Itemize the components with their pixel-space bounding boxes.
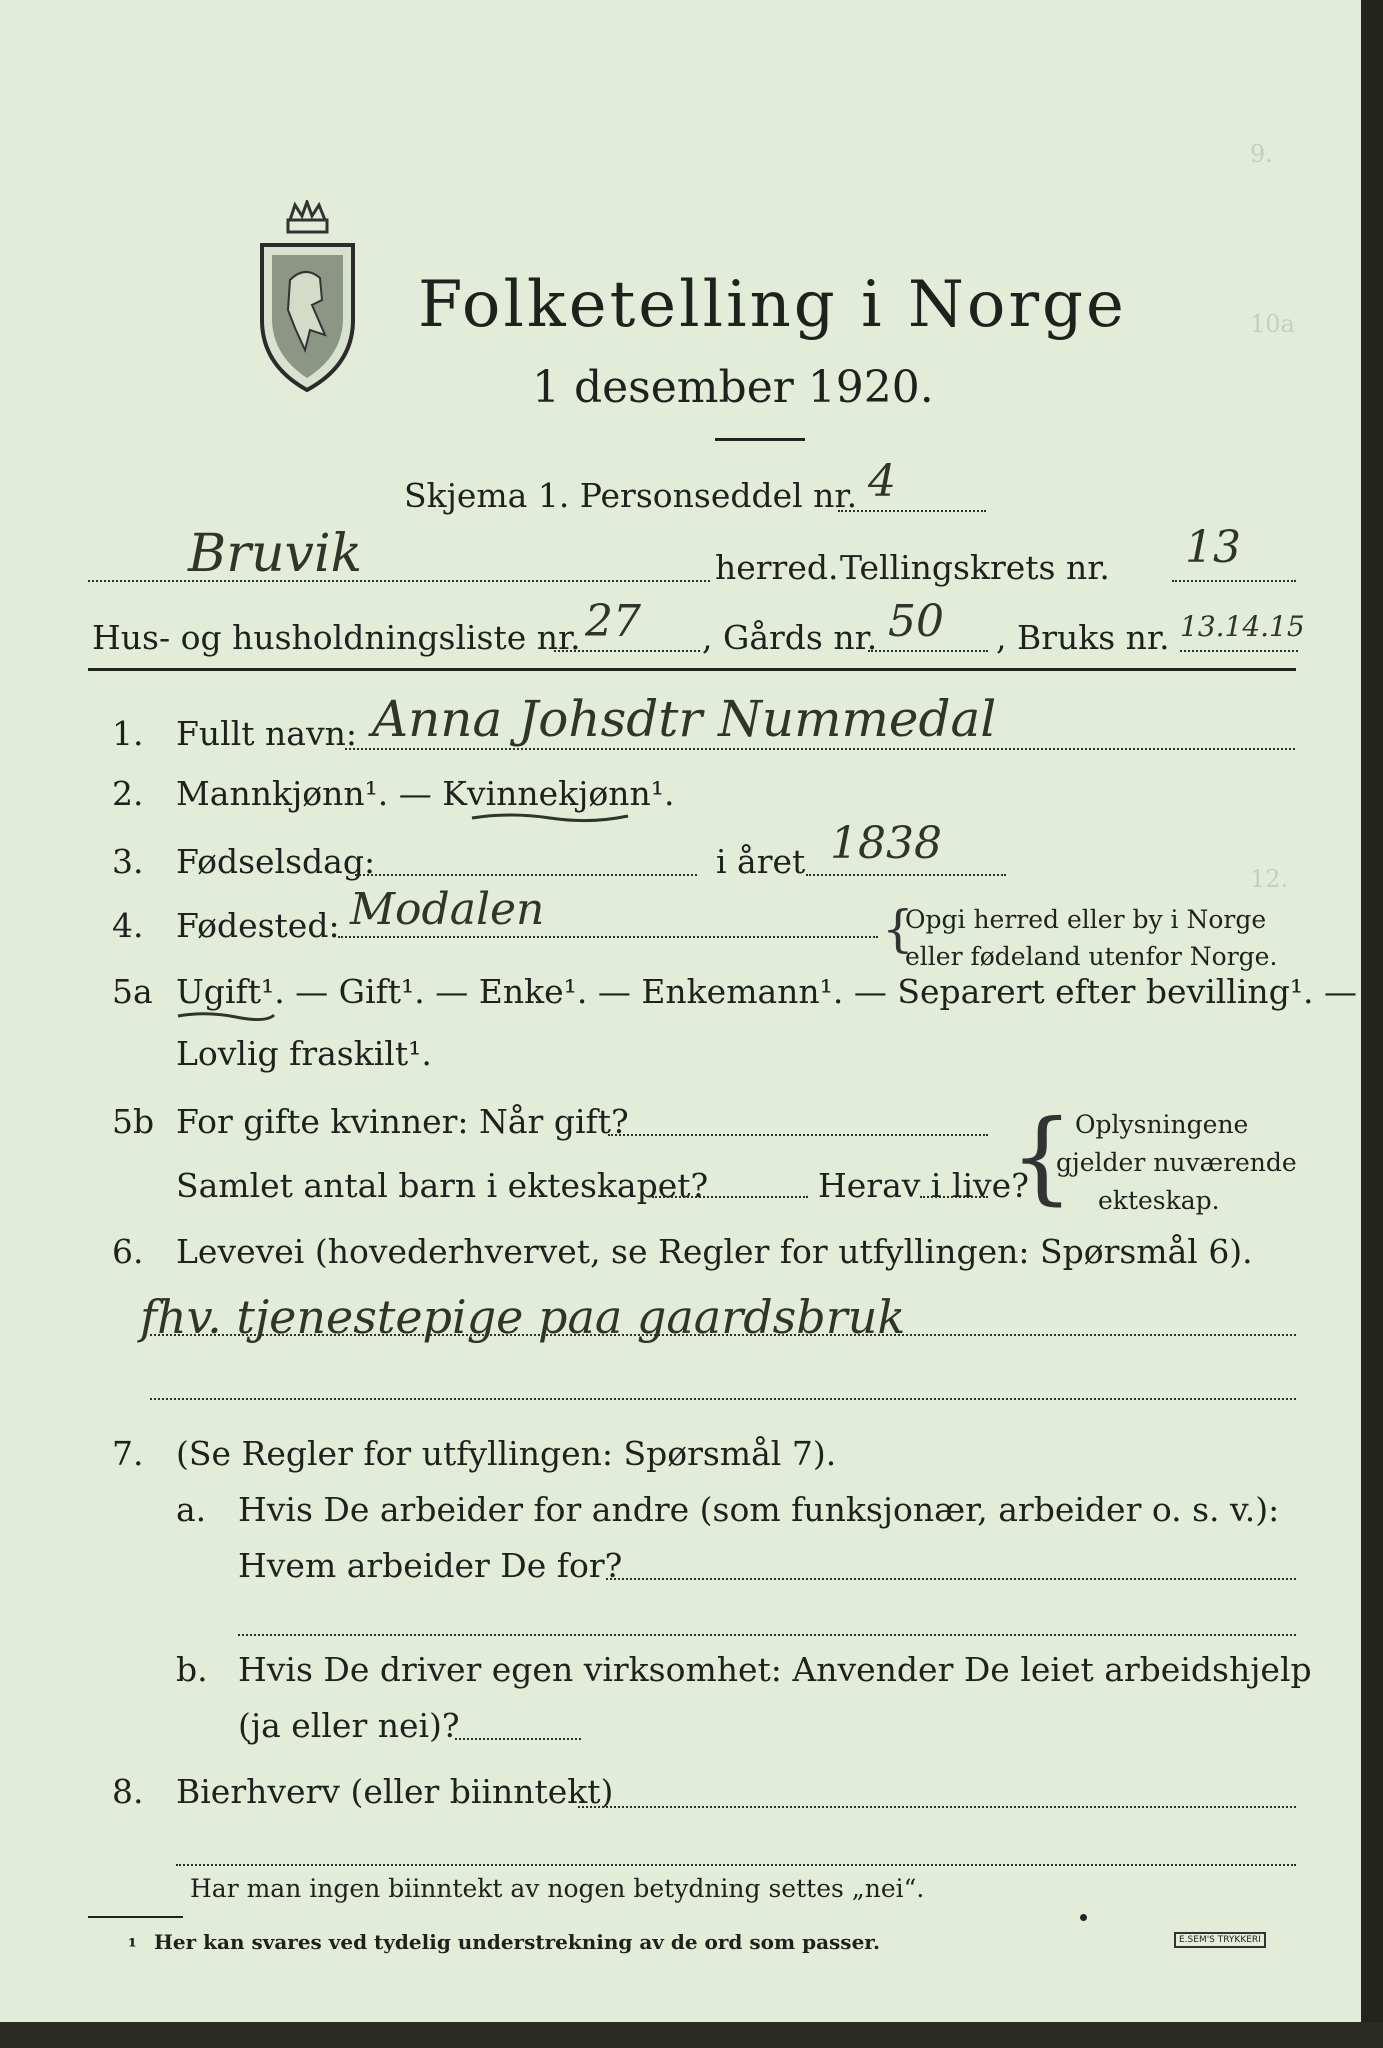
q1-label: Fullt navn: [176,714,357,753]
footnote-rule [88,1916,183,1918]
q7a-who-label: Hvem arbeider De for? [238,1546,623,1585]
q4-note-line1: Opgi herred eller by i Norge [905,905,1267,934]
q3-number: 3. [112,842,144,881]
husholdningsliste-line [554,650,700,652]
form-title: Folketelling i Norge [418,268,1127,342]
q2-underline-mark [470,810,630,824]
q5b-children-label: Samlet antal barn i ekteskapet? [176,1166,709,1205]
q6-line2 [150,1398,1296,1400]
q1-line [345,748,1295,750]
q7a-who-line2 [238,1634,1296,1636]
q5b-number: 5b [112,1102,155,1141]
q6-value: fhv. tjenestepige paa gaardsbruk [140,1290,906,1344]
gards-label: , Gårds nr. [702,618,878,657]
gards-value: 50 [888,596,944,647]
q7b-answer-line [455,1738,581,1740]
q2-number: 2. [112,774,144,813]
printer-stamp [1174,1932,1266,1948]
bleed-through-text: 9. [1250,140,1273,168]
q8-line [578,1806,1296,1808]
q5b-when-line [608,1134,988,1136]
gards-line [868,650,988,652]
q3-day-line [355,874,697,876]
tellingskrets-value: 13 [1185,522,1241,573]
q4-note-line2: eller fødeland utenfor Norge. [905,942,1278,971]
q4-label: Fødested: [176,906,340,945]
footnote-marker: ¹ [128,1934,137,1958]
q5b-when-label: For gifte kvinner: Når gift? [176,1102,629,1141]
form-date: 1 desember 1920. [532,362,934,413]
q3-year-value: 1838 [830,818,942,869]
q5b-note-line3: ekteskap. [1098,1186,1220,1215]
q4-value: Modalen [350,884,545,935]
q5b-note-line2: gjelder nuværende [1056,1148,1297,1177]
personseddel-line [838,510,986,512]
q1-number: 1. [112,714,144,753]
q5b-brace: { [1010,1098,1074,1215]
q7b-answer-label: (ja eller nei)? [238,1706,460,1745]
tellingskrets-line [1172,580,1296,582]
q6-line1 [150,1334,1296,1336]
q8-number: 8. [112,1772,144,1811]
q7a-letter: a. [176,1490,207,1529]
q4-brace: { [882,900,914,958]
husholdningsliste-label: Hus- og husholdningsliste nr. [92,618,581,657]
q5a-options-line2: Lovlig fraskilt¹. [176,1034,432,1073]
q7-number: 7. [112,1434,144,1473]
tellingskrets-label: Tellingskrets nr. [840,548,1110,587]
q1-value: Anna Johsdtr Nummedal [372,690,997,748]
q5a-underline-mark [176,1010,276,1022]
q4-number: 4. [112,906,144,945]
q8-line2 [176,1864,1296,1866]
q5a-number: 5a [112,972,153,1011]
bleed-through-text: 12. [1250,865,1289,893]
q8-label: Bierhverv (eller biinntekt) [176,1772,614,1811]
scan-edge-right [1361,0,1383,2048]
q3-year-line [806,874,1006,876]
q7-label: (Se Regler for utfyllingen: Spørsmål 7). [176,1434,837,1473]
q4-line [338,936,878,938]
schema-label: Skjema 1. Personseddel nr. [404,476,858,515]
bruks-label: , Bruks nr. [996,618,1170,657]
q5b-alive-label: Herav i live? [818,1166,1029,1205]
ink-dot [1080,1914,1087,1921]
q3-label: Fødselsdag: [176,842,376,881]
herred-label: herred. [715,548,839,587]
husholdningsliste-value: 27 [585,596,641,647]
q2-label: Mannkjønn¹. — Kvinnekjønn¹. [176,774,675,813]
footnote-text: Her kan svares ved tydelig understrekning av de ord som passer. [154,1930,880,1954]
q6-label: Levevei (hovederhvervet, se Regler for utfyllingen: Spørsmål 6). [176,1232,1253,1271]
q3-year-label: i året [716,842,806,881]
q5b-note-line1: Oplysningene [1075,1110,1249,1139]
q7b-letter: b. [176,1650,208,1689]
q5a-options-line1: Ugift¹. — Gift¹. — Enke¹. — Enkemann¹. — Separert efter bevilling¹. — [176,972,1358,1011]
q5b-alive-line [920,1196,988,1198]
q7b-question: Hvis De driver egen virksomhet: Anvender De leiet arbeidshjelp [238,1650,1312,1689]
bruks-value: 13.14.15 [1180,610,1305,643]
bruks-line [1180,650,1298,652]
q8-note: Har man ingen biinntekt av nogen betydning settes „nei“. [190,1874,925,1903]
q5b-children-line [652,1196,808,1198]
printer-stamp-text: E.SEM'S TRYKKERI [1179,1935,1261,1945]
herred-line [88,580,710,582]
q7a-who-line [606,1578,1296,1580]
q7a-question: Hvis De arbeider for andre (som funksjonær, arbeider o. s. v.): [238,1490,1280,1529]
title-divider [715,438,805,441]
q6-number: 6. [112,1232,144,1271]
coat-of-arms-icon [250,200,365,395]
personseddel-value: 4 [868,456,896,507]
bleed-through-text: 10a [1250,310,1295,338]
header-rule [88,668,1296,671]
herred-value: Bruvik [188,524,363,584]
scan-edge-bottom [0,2022,1383,2048]
